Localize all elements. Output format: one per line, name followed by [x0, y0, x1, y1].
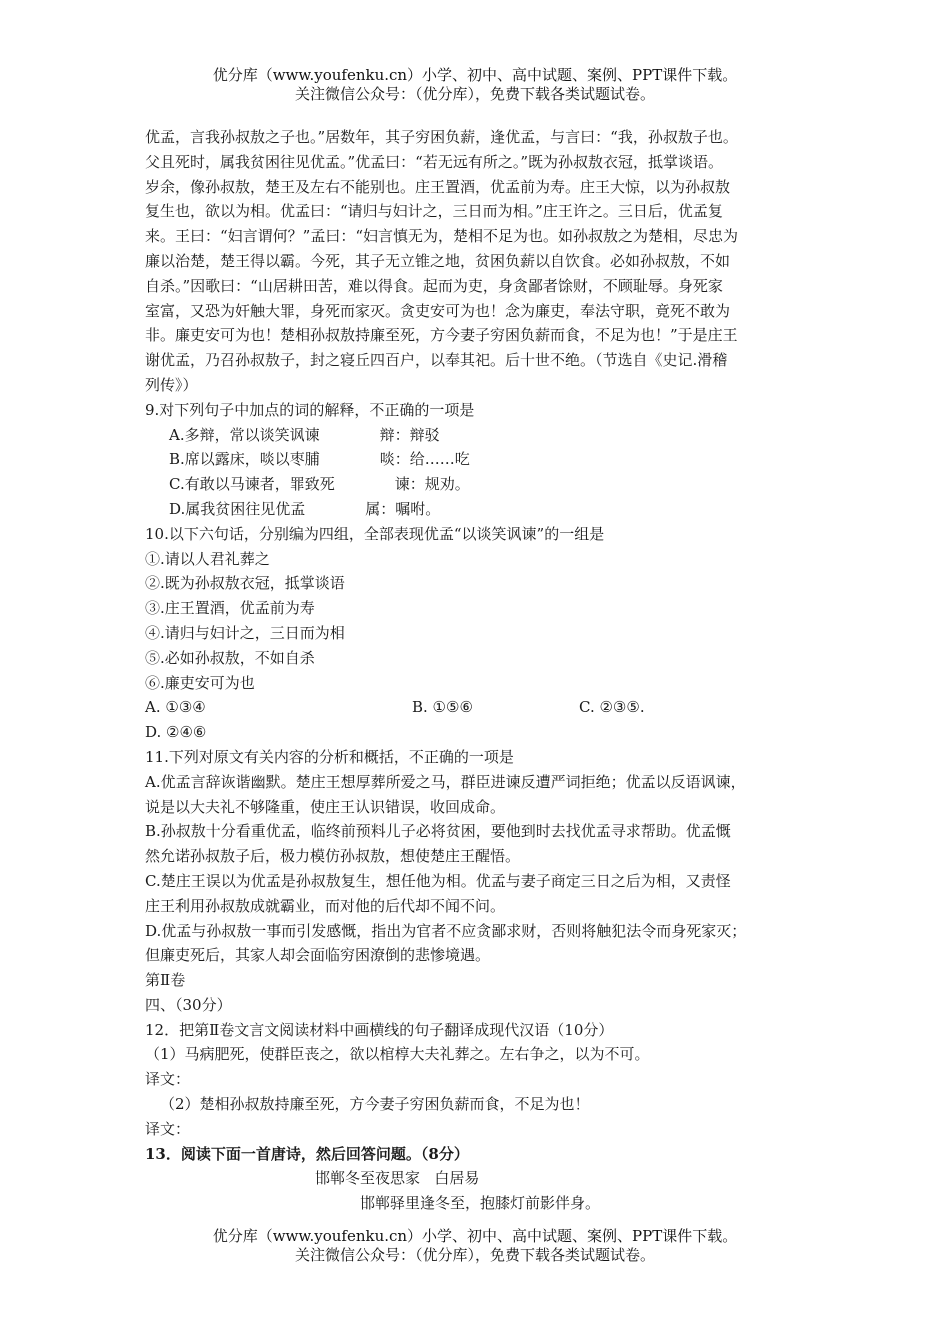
list-item: ⑤.必如孙叔敖，不如自杀 [145, 648, 315, 667]
passage-line: 优孟，言我孙叔敖之子也。”居数年，其子穷困负薪，逢优孟，与言曰：“我，孙叔敖子也。 [145, 128, 738, 146]
translation-label: 译文： [145, 1119, 191, 1138]
question-10 [145, 522, 815, 745]
option-d: D.属我贫困往见优孟 属：嘱咐。 [169, 499, 441, 518]
passage [145, 125, 815, 398]
list-item: ④.请归与妇计之，三日而为相 [145, 623, 345, 642]
option-line: 说是以大夫礼不够隆重，使庄王认识错误，收回成命。 [145, 797, 506, 816]
question-stem: 10.以下六句话，分别编为四组，全部表现优孟“以谈笑讽谏”的一组是 [145, 524, 605, 543]
option-d: D. ②④⑥ [145, 723, 207, 742]
passage-line: 父且死时，属我贫困往见优孟。”优孟曰：“若无远有所之。”既为孙叔敖衣冠，抵掌谈语。 [145, 152, 724, 171]
option-a: A. ①③④ [145, 698, 206, 717]
option-line: A.优孟言辞诙谐幽默。楚庄王想厚葬所爱之马，群臣进谏反遭严词拒绝；优孟以反语讽谏， [145, 772, 746, 791]
option-line: 然允诺孙叔敖子后，极力模仿孙叔敖，想使楚庄王醒悟。 [145, 847, 521, 866]
passage-line: 岁余，像孙叔敖，楚王及左右不能别也。庄王置酒，优孟前为寿。庄王大惊，以为孙叔敖 [145, 177, 731, 196]
header-line-1: 优分库（www.youfenku.cn）小学、初中、高中试题、案例、PPT课件下载。 [212, 66, 738, 84]
footer-line-1: 优分库（www.youfenku.cn）小学、初中、高中试题、案例、PPT课件下载。 [212, 1227, 738, 1245]
part-heading: 四、（30分） [145, 995, 232, 1014]
question-stem: 9.对下列句子中加点的词的解释，不正确的一项是 [145, 400, 475, 419]
translation-label: 译文： [145, 1070, 191, 1089]
list-item: ①.请以人君礼葬之 [145, 549, 270, 568]
list-item: ③.庄王置酒，优孟前为寿 [145, 599, 315, 618]
passage-line: 非。廉吏安可为也！楚相孙叔敖持廉至死，方今妻子穷困负薪而食，不足为也！”于是庄王 [145, 326, 738, 345]
passage-line: 来。王曰：“妇言谓何？”孟曰：“妇言慎无为，楚相不足为也。如孙叔敖之为楚相，尽忠为 [145, 227, 739, 246]
option-b: B.席以露床，啖以枣脯 啖：给……吃 [169, 450, 470, 469]
document-body [145, 125, 815, 1216]
section-2 [145, 968, 815, 1216]
option-c: C. ②③⑤. [579, 698, 645, 717]
option-b: B. ①⑤⑥ [412, 698, 473, 717]
question-11 [145, 745, 815, 968]
question-12-sentence-2: （2）楚相孙叔敖持廉至死，方今妻子穷困负薪而食，不足为也！ [160, 1095, 590, 1114]
question-12-stem: 12．把第Ⅱ卷文言文阅读材料中画横线的句子翻译成现代汉语（10分） [145, 1020, 614, 1039]
option-line: 庄王利用孙叔敖成就霸业，而对他的后代却不闻不问。 [145, 896, 506, 915]
option-line: D.优孟与孙叔敖一事而引发感慨，指出为官者不应贪鄙求财，否则将触犯法令而身死家灭； [145, 921, 747, 940]
option-line: C.楚庄王误以为优孟是孙叔敖复生，想任他为相。优孟与妻子商定三日之后为相，又责怪 [145, 871, 731, 890]
passage-line: 自杀。”因歌曰：“山居耕田苦，难以得食。起而为吏，身贪鄙者馀财，不顾耻辱。身死家 [145, 276, 723, 295]
question-stem: 11.下列对原文有关内容的分析和概括，不正确的一项是 [145, 747, 514, 766]
option-line: 但廉吏死后，其家人却会面临穷困潦倒的悲惨境遇。 [145, 946, 491, 965]
passage-line: 复生也，欲以为相。优孟曰：“请归与妇计之，三日而为相。”庄王许之。三日后，优孟复 [145, 202, 723, 221]
option-a: A.多辩，常以谈笑讽谏 辩：辩驳 [169, 425, 440, 444]
question-13-stem: 13．阅读下面一首唐诗，然后回答问题。（8分） [145, 1144, 469, 1163]
poem-heading [145, 1166, 815, 1191]
option-c: C.有敢以马谏者，罪致死 谏：规劝。 [169, 475, 470, 494]
poem-line: 邯郸驿里逢冬至，抱膝灯前影伴身。 [359, 1194, 600, 1213]
list-item: ②.既为孙叔敖衣冠，抵掌谈语 [145, 574, 345, 593]
footer-line-2: 关注微信公众号：（优分库），免费下载各类试题试卷。 [294, 1246, 655, 1264]
answer-options [145, 695, 815, 720]
page-header [0, 66, 950, 104]
header-line-2: 关注微信公众号：（优分库），免费下载各类试题试卷。 [294, 85, 655, 103]
poem-author: 白居易 [434, 1169, 480, 1188]
section-title: 第Ⅱ卷 [145, 971, 186, 990]
option-line: B.孙叔敖十分看重优孟，临终前预料儿子必将贫困，要他到时去找优孟寻求帮助。优孟慨 [145, 822, 731, 841]
passage-line: 列传》） [145, 375, 198, 394]
list-item: ⑥.廉吏安可为也 [145, 673, 255, 692]
passage-line: 廉以治楚，楚王得以霸。今死，其子无立锥之地，贫困负薪以自饮食。必如孙叔敖，不如 [145, 251, 731, 270]
question-12-sentence-1: （1）马病肥死，使群臣丧之，欲以棺椁大夫礼葬之。左右争之，以为不可。 [145, 1045, 650, 1064]
passage-line: 室富，又恐为奸触大罪，身死而家灭。贪吏安可为也！念为廉吏，奉法守职，竟死不敢为 [145, 301, 731, 320]
page-footer [0, 1227, 950, 1265]
question-9 [145, 398, 815, 522]
passage-line: 谢优孟，乃召孙叔敖子，封之寝丘四百户，以奉其祀。后十世不绝。（节选自《史记.滑稽 [145, 351, 728, 370]
poem-title: 邯郸冬至夜思家 [315, 1169, 421, 1188]
